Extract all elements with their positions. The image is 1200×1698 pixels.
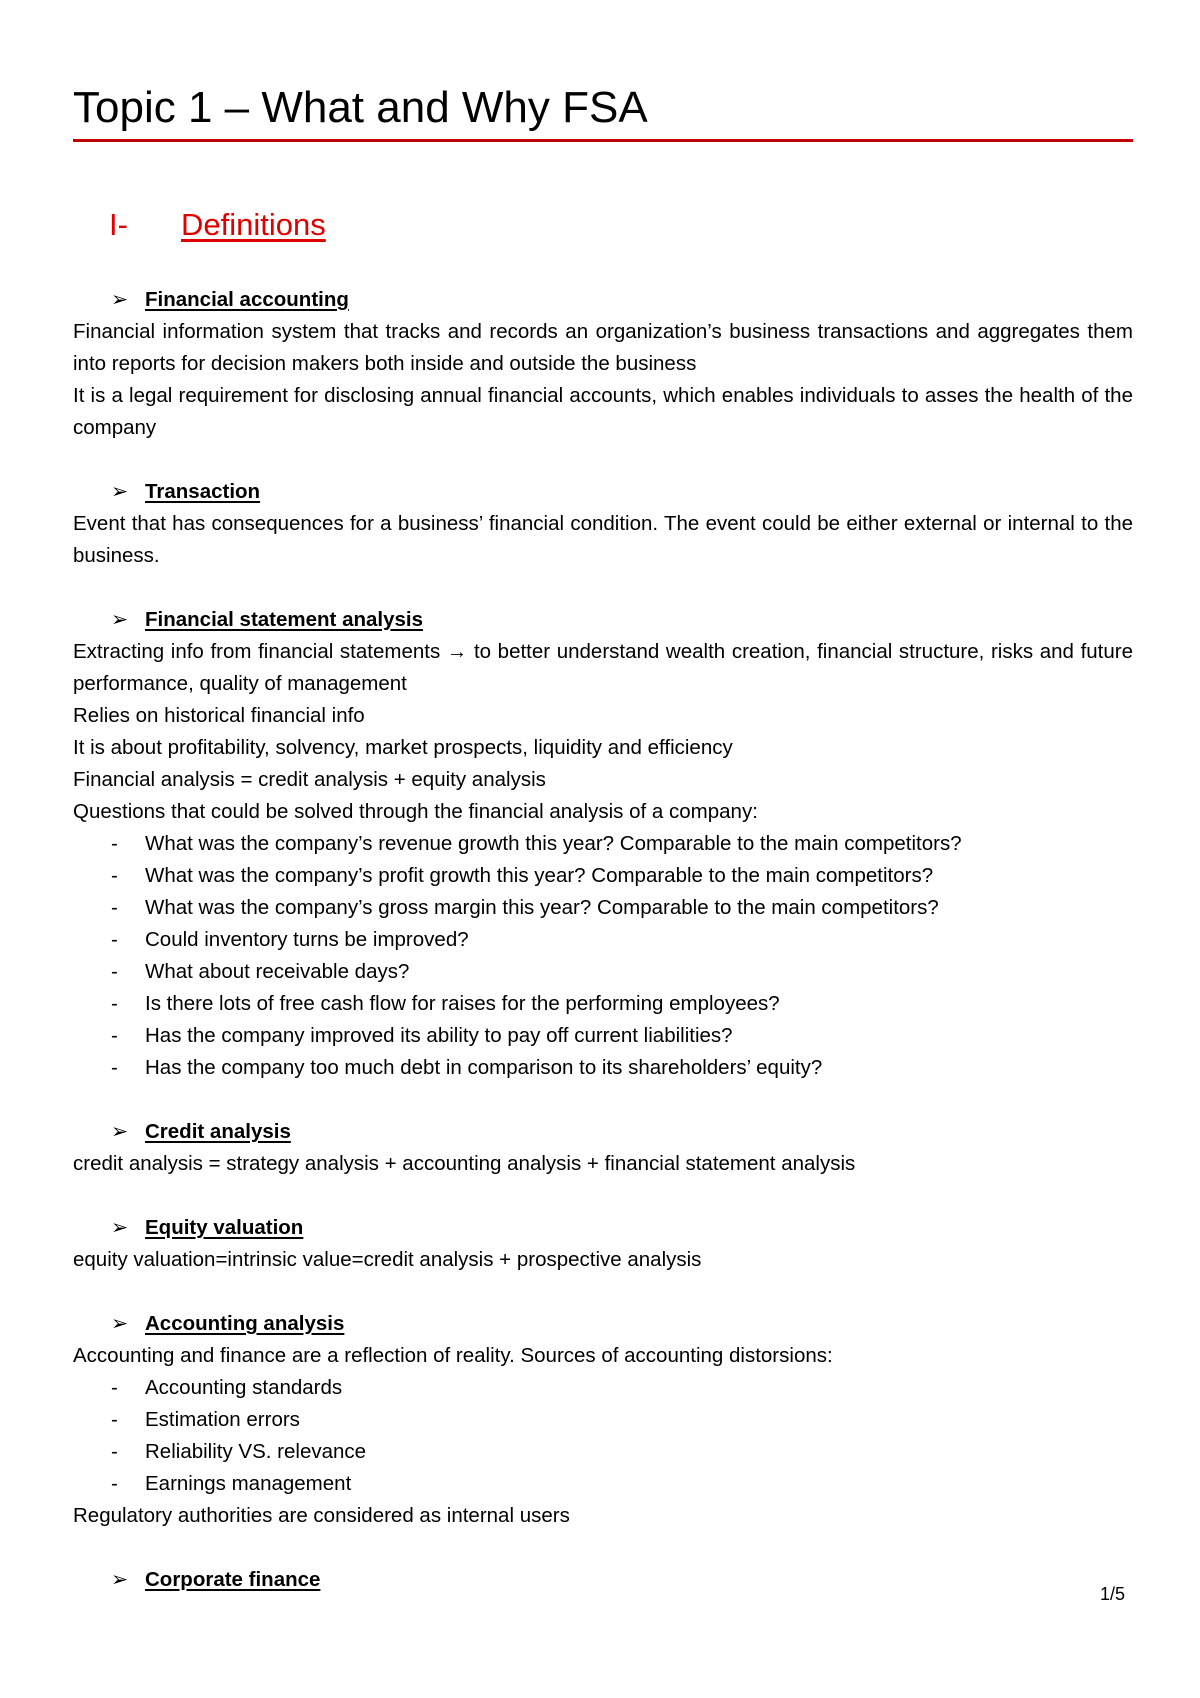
subheading-text: Equity valuation	[145, 1216, 304, 1239]
paragraph: credit analysis = strategy analysis + accounting analysis + financial statement analysis	[73, 1152, 856, 1175]
subheading-text: Transaction	[145, 480, 261, 503]
subheading	[73, 1212, 1133, 1244]
list-item-text: What about receivable days?	[145, 960, 410, 983]
paragraph: Financial information system that tracks and records an organization’s business transactions and aggregates them into reports for decision makers both inside and outside the business	[73, 320, 1133, 375]
subheading-text: Financial statement analysis	[145, 608, 424, 631]
arrow-bullet-icon: ➢	[111, 1312, 129, 1335]
dash-bullet-icon: -	[111, 960, 118, 983]
list-item	[73, 956, 1133, 988]
list-item-text: Reliability VS. relevance	[145, 1440, 367, 1463]
definition-block	[73, 1116, 1133, 1180]
list-item-text: Could inventory turns be improved?	[145, 928, 469, 951]
distortion-list	[73, 1372, 1133, 1500]
dash-bullet-icon: -	[111, 992, 118, 1015]
list-item	[73, 1052, 1133, 1084]
subheading-text: Financial accounting	[145, 288, 349, 311]
list-item	[73, 860, 1133, 892]
list-item	[73, 1468, 1133, 1500]
list-item-text: Has the company too much debt in comparison to its shareholders’ equity?	[145, 1056, 823, 1079]
arrow-bullet-icon: ➢	[111, 480, 129, 503]
arrow-bullet-icon: ➢	[111, 288, 129, 311]
definition-block	[73, 1564, 1133, 1596]
definition-block	[73, 1308, 1133, 1532]
page-title: Topic 1 – What and Why FSA	[73, 83, 648, 132]
paragraph: equity valuation=intrinsic value=credit analysis + prospective analysis	[73, 1248, 702, 1271]
subheading	[73, 604, 1133, 636]
subheading	[73, 284, 1133, 316]
arrow-bullet-icon: ➢	[111, 1120, 129, 1143]
dash-bullet-icon: -	[111, 896, 118, 919]
question-list	[73, 828, 1133, 1084]
list-item	[73, 924, 1133, 956]
title-underline	[73, 139, 1133, 142]
dash-bullet-icon: -	[111, 832, 118, 855]
list-item-text: Has the company improved its ability to pay off current liabilities?	[145, 1024, 733, 1047]
list-item-text: Accounting standards	[145, 1376, 343, 1399]
paragraph: It is about profitability, solvency, market prospects, liquidity and efficiency	[73, 736, 733, 759]
paragraph: It is a legal requirement for disclosing annual financial accounts, which enables individuals to asses the health of the company	[73, 384, 1133, 439]
list-item	[73, 828, 1133, 860]
dash-bullet-icon: -	[111, 1056, 118, 1079]
section-label: Definitions	[181, 207, 326, 242]
subheading	[73, 1308, 1133, 1340]
list-item	[73, 892, 1133, 924]
subheading	[73, 1116, 1133, 1148]
subheading-text: Accounting analysis	[145, 1312, 345, 1335]
paragraph: Questions that could be solved through the financial analysis of a company:	[73, 800, 758, 823]
list-item-text: Earnings management	[145, 1472, 352, 1495]
dash-bullet-icon: -	[111, 1472, 118, 1495]
list-item	[73, 988, 1133, 1020]
list-item-text: Estimation errors	[145, 1408, 300, 1431]
paragraph: Event that has consequences for a business’ financial condition. The event could be either external or internal to the business.	[73, 512, 1133, 567]
list-item	[73, 1436, 1133, 1468]
dash-bullet-icon: -	[111, 1440, 118, 1463]
paragraph: Extracting info from financial statements → to better understand wealth creation, financial structure, risks and future performance, quality of management	[73, 640, 1133, 695]
definition-block	[73, 604, 1133, 1084]
arrow-bullet-icon: ➢	[111, 608, 129, 631]
list-item-text: Is there lots of free cash flow for raises for the performing employees?	[145, 992, 780, 1015]
section-number: I-	[109, 207, 128, 242]
list-item-text: What was the company’s revenue growth this year? Comparable to the main competitors?	[145, 832, 962, 855]
dash-bullet-icon: -	[111, 864, 118, 887]
paragraph: Relies on historical financial info	[73, 704, 365, 727]
paragraph: Financial analysis = credit analysis + equity analysis	[73, 768, 546, 791]
list-item-text: What was the company’s profit growth this year? Comparable to the main competitors?	[145, 864, 934, 887]
dash-bullet-icon: -	[111, 1024, 118, 1047]
subheading-text: Corporate finance	[145, 1568, 321, 1591]
subheading	[73, 476, 1133, 508]
page-number: 1/5	[1100, 1584, 1126, 1604]
arrow-bullet-icon: ➢	[111, 1216, 129, 1239]
paragraph: Accounting and finance are a reflection of reality. Sources of accounting distorsions:	[73, 1344, 833, 1367]
list-item	[73, 1372, 1133, 1404]
list-item	[73, 1404, 1133, 1436]
list-item-text: What was the company’s gross margin this year? Comparable to the main competitors?	[145, 896, 939, 919]
list-item	[73, 1020, 1133, 1052]
paragraph: Regulatory authorities are considered as internal users	[73, 1504, 570, 1527]
dash-bullet-icon: -	[111, 928, 118, 951]
definition-block	[73, 1212, 1133, 1276]
subheading-text: Credit analysis	[145, 1120, 291, 1143]
arrow-bullet-icon: ➢	[111, 1568, 129, 1591]
definition-block	[73, 284, 1133, 444]
subheading	[73, 1564, 1133, 1596]
content	[73, 284, 1133, 1628]
dash-bullet-icon: -	[111, 1376, 118, 1399]
definition-block	[73, 476, 1133, 572]
section-heading	[109, 205, 326, 245]
dash-bullet-icon: -	[111, 1408, 118, 1431]
